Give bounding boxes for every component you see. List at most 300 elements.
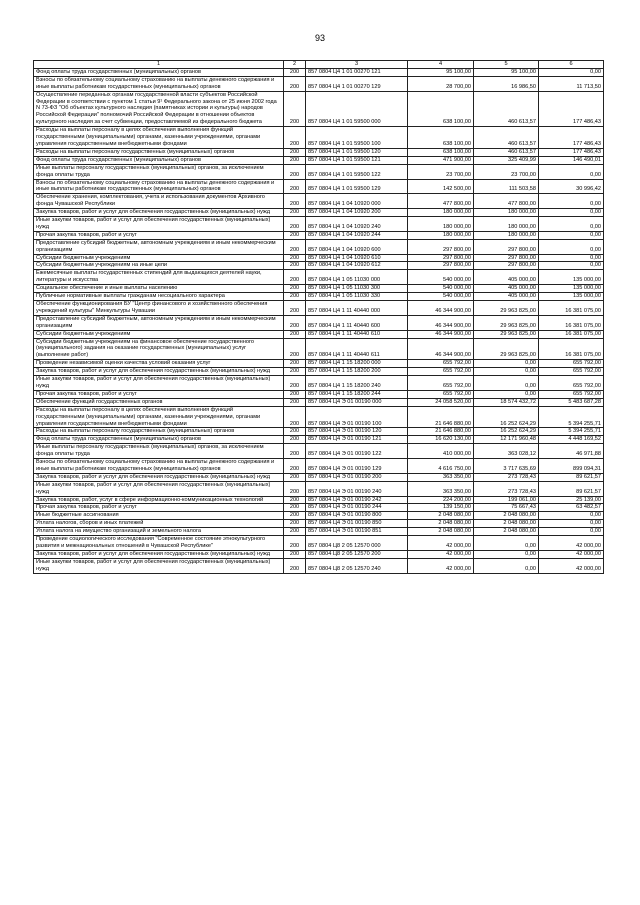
row-classification-code-cell: 857 0804 Ц4 1 11 40440 611 <box>306 338 408 360</box>
row-line-code-cell: 200 <box>284 209 306 217</box>
row-unexecuted-amount-cell: 0,00 <box>539 68 604 76</box>
table-row <box>34 262 604 270</box>
row-name-cell: Закупка товаров, работ и услуг для обеспечения государственных (муниципальных) нужд <box>34 368 284 376</box>
row-line-code-cell: 200 <box>284 368 306 376</box>
row-unexecuted-amount-cell: 655 792,00 <box>539 360 604 368</box>
row-line-code-cell: 200 <box>284 293 306 301</box>
row-classification-code-cell: 857 0804 Ц4 1 01 00270 121 <box>306 68 408 76</box>
row-unexecuted-amount-cell: 25 139,00 <box>539 496 604 504</box>
row-approved-amount-cell: 638 100,00 <box>408 91 474 127</box>
row-classification-code-cell: 857 0804 Ц4 1 04 10920 244 <box>306 231 408 239</box>
row-name-cell: Прочая закупка товаров, работ и услуг <box>34 504 284 512</box>
table-row <box>34 127 604 149</box>
row-line-code-cell: 200 <box>284 436 306 444</box>
row-unexecuted-amount-cell: 0,00 <box>539 520 604 528</box>
row-unexecuted-amount-cell: 5 483 687,28 <box>539 398 604 406</box>
row-executed-amount-cell: 297 800,00 <box>474 254 539 262</box>
row-approved-amount-cell: 42 000,00 <box>408 550 474 558</box>
table-row <box>34 398 604 406</box>
column-header: 1 <box>34 61 284 69</box>
row-classification-code-cell: 857 0804 Ц4 1 01 00270 129 <box>306 76 408 91</box>
row-unexecuted-amount-cell: 5 394 255,71 <box>539 406 604 428</box>
row-line-code-cell: 200 <box>284 528 306 536</box>
row-classification-code-cell: 857 0804 Ц4 1 04 10920 240 <box>306 217 408 232</box>
table-row <box>34 512 604 520</box>
table-row <box>34 459 604 474</box>
row-unexecuted-amount-cell: 30 996,42 <box>539 179 604 194</box>
row-name-cell: Осуществление переданных органам государственной власти субъектов Российской Федерации в соответствии с пунктом 1 статьи 9¹ Федерального закона от 25 июня 2002 года N 73-ФЗ "Об объектах культурного наследия (памятниках истории и культуры) народов Российской Федерации" полномочий Российской Федерации в отношении объектов культурного наследия за счет субвенции, предоставляемой из федерального бюджета <box>34 91 284 127</box>
row-executed-amount-cell: 460 613,57 <box>474 91 539 127</box>
table-row <box>34 338 604 360</box>
row-name-cell: Обеспечение функций государственных органов <box>34 398 284 406</box>
row-name-cell: Закупка товаров, работ и услуг для обеспечения государственных (муниципальных) нужд <box>34 473 284 481</box>
row-line-code-cell: 200 <box>284 270 306 285</box>
row-approved-amount-cell: 95 100,00 <box>408 68 474 76</box>
row-classification-code-cell: 857 0804 Ц4 1 11 40440 000 <box>306 301 408 316</box>
row-executed-amount-cell: 0,00 <box>474 536 539 551</box>
row-line-code-cell: 200 <box>284 376 306 391</box>
row-unexecuted-amount-cell: 16 381 075,00 <box>539 338 604 360</box>
row-classification-code-cell: 857 0804 Ц4 1 01 59500 129 <box>306 179 408 194</box>
row-executed-amount-cell: 460 613,57 <box>474 148 539 156</box>
row-approved-amount-cell: 46 344 900,00 <box>408 301 474 316</box>
table-row <box>34 390 604 398</box>
table-row <box>34 217 604 232</box>
row-name-cell: Фонд оплаты труда государственных (муниципальных) органов <box>34 156 284 164</box>
column-header: 2 <box>284 61 306 69</box>
row-line-code-cell: 200 <box>284 390 306 398</box>
budget-execution-table <box>33 60 604 574</box>
row-classification-code-cell: 857 0804 Ц4 Э 01 00190 122 <box>306 444 408 459</box>
row-classification-code-cell: 857 0804 Ц4 1 15 18200 000 <box>306 360 408 368</box>
table-row <box>34 148 604 156</box>
row-unexecuted-amount-cell: 11 713,50 <box>539 76 604 91</box>
row-executed-amount-cell: 180 000,00 <box>474 217 539 232</box>
table-row <box>34 68 604 76</box>
row-unexecuted-amount-cell: 0,00 <box>539 528 604 536</box>
row-executed-amount-cell: 29 963 825,00 <box>474 330 539 338</box>
table-row <box>34 231 604 239</box>
column-header: 6 <box>539 61 604 69</box>
row-classification-code-cell: 857 0804 Ц4 Э 01 00190 000 <box>306 398 408 406</box>
row-classification-code-cell: 857 0804 Ц8 2 05 12570 240 <box>306 558 408 573</box>
table-row <box>34 528 604 536</box>
row-approved-amount-cell: 21 646 880,00 <box>408 428 474 436</box>
row-approved-amount-cell: 655 792,00 <box>408 360 474 368</box>
row-executed-amount-cell: 460 613,57 <box>474 127 539 149</box>
column-header: 4 <box>408 61 474 69</box>
row-approved-amount-cell: 180 000,00 <box>408 209 474 217</box>
row-name-cell: Взносы по обязательному социальному страхованию на выплаты денежного содержания и иные выплаты работникам государственных (муниципальных) органов <box>34 179 284 194</box>
row-approved-amount-cell: 46 344 900,00 <box>408 315 474 330</box>
row-executed-amount-cell: 16 252 624,29 <box>474 428 539 436</box>
row-name-cell: Иные выплаты персоналу государственных (муниципальных) органов, за исключением фонда оплаты труда <box>34 444 284 459</box>
row-classification-code-cell: 857 0804 Ц4 1 04 10920 200 <box>306 209 408 217</box>
row-classification-code-cell: 857 0804 Ц4 1 04 10920 612 <box>306 262 408 270</box>
row-line-code-cell: 200 <box>284 156 306 164</box>
table-row <box>34 428 604 436</box>
table-row <box>34 496 604 504</box>
row-approved-amount-cell: 2 048 080,00 <box>408 512 474 520</box>
row-line-code-cell: 200 <box>284 315 306 330</box>
row-name-cell: Проведение социологического исследования "Современное состояние этнокультурного развития и межнациональных отношений в Чувашской Республике" <box>34 536 284 551</box>
page-number: 93 <box>314 33 325 43</box>
table-row <box>34 504 604 512</box>
row-executed-amount-cell: 111 503,58 <box>474 179 539 194</box>
row-line-code-cell: 200 <box>284 330 306 338</box>
row-approved-amount-cell: 23 700,00 <box>408 164 474 179</box>
row-approved-amount-cell: 655 792,00 <box>408 376 474 391</box>
column-number-row <box>34 61 604 69</box>
row-name-cell: Иные выплаты персоналу государственных (муниципальных) органов, за исключением фонда оплаты труда <box>34 164 284 179</box>
row-line-code-cell: 200 <box>284 360 306 368</box>
row-unexecuted-amount-cell: 0,00 <box>539 239 604 254</box>
row-name-cell: Иные закупки товаров, работ и услуг для обеспечения государственных (муниципальных) нужд <box>34 558 284 573</box>
row-line-code-cell: 200 <box>284 558 306 573</box>
row-line-code-cell: 200 <box>284 76 306 91</box>
row-unexecuted-amount-cell: 135 000,00 <box>539 293 604 301</box>
table-row <box>34 368 604 376</box>
row-executed-amount-cell: 3 717 635,69 <box>474 459 539 474</box>
row-name-cell: Взносы по обязательному социальному страхованию на выплаты денежного содержания и иные выплаты работникам государственных (муниципальных) органов <box>34 76 284 91</box>
table-row <box>34 209 604 217</box>
row-approved-amount-cell: 297 800,00 <box>408 254 474 262</box>
table-row <box>34 254 604 262</box>
row-approved-amount-cell: 46 344 900,00 <box>408 330 474 338</box>
row-name-cell: Обеспечение функционирования БУ "Центр финансового и хозяйственного обеспечения учреждений культуры" Минкультуры Чувашии <box>34 301 284 316</box>
row-classification-code-cell: 857 0804 Ц4 1 01 59500 121 <box>306 156 408 164</box>
row-approved-amount-cell: 46 344 900,00 <box>408 338 474 360</box>
table-row <box>34 330 604 338</box>
row-unexecuted-amount-cell: 0,00 <box>539 164 604 179</box>
table-row <box>34 285 604 293</box>
table-row <box>34 436 604 444</box>
table-row <box>34 164 604 179</box>
row-unexecuted-amount-cell: 655 792,00 <box>539 390 604 398</box>
row-name-cell: Расходы на выплаты персоналу государственных (муниципальных) органов <box>34 148 284 156</box>
row-name-cell: Предоставление субсидий бюджетным, автономным учреждениям и иным некоммерческим организациям <box>34 315 284 330</box>
row-classification-code-cell: 857 0804 Ц4 1 01 59500 000 <box>306 91 408 127</box>
table-row <box>34 558 604 573</box>
row-approved-amount-cell: 540 000,00 <box>408 285 474 293</box>
row-classification-code-cell: 857 0804 Ц8 2 05 12570 200 <box>306 550 408 558</box>
row-executed-amount-cell: 18 574 432,72 <box>474 398 539 406</box>
row-classification-code-cell: 857 0804 Ц4 Э 01 00190 129 <box>306 459 408 474</box>
row-unexecuted-amount-cell: 5 394 255,71 <box>539 428 604 436</box>
table-row <box>34 270 604 285</box>
row-classification-code-cell: 857 0804 Ц4 Э 01 00190 851 <box>306 528 408 536</box>
row-classification-code-cell: 857 0804 Ц4 1 05 11030 300 <box>306 285 408 293</box>
table-row <box>34 239 604 254</box>
row-classification-code-cell: 857 0804 Ц4 Э 01 00190 800 <box>306 512 408 520</box>
row-executed-amount-cell: 0,00 <box>474 550 539 558</box>
row-approved-amount-cell: 21 646 880,00 <box>408 406 474 428</box>
row-name-cell: Прочая закупка товаров, работ и услуг <box>34 231 284 239</box>
row-name-cell: Расходы на выплаты персоналу в целях обеспечения выполнения функций государственными (муниципальными) органами, казенными учреждениями, органами управления государственными внебюджетными фондами <box>34 127 284 149</box>
row-approved-amount-cell: 297 800,00 <box>408 262 474 270</box>
row-unexecuted-amount-cell: 135 000,00 <box>539 270 604 285</box>
table-row <box>34 293 604 301</box>
row-executed-amount-cell: 0,00 <box>474 376 539 391</box>
table-row <box>34 360 604 368</box>
row-approved-amount-cell: 42 000,00 <box>408 558 474 573</box>
row-unexecuted-amount-cell: 0,00 <box>539 194 604 209</box>
row-name-cell: Расходы на выплаты персоналу государственных (муниципальных) органов <box>34 428 284 436</box>
row-approved-amount-cell: 139 150,00 <box>408 504 474 512</box>
row-executed-amount-cell: 2 048 080,00 <box>474 528 539 536</box>
row-name-cell: Иные бюджетные ассигнования <box>34 512 284 520</box>
row-executed-amount-cell: 477 800,00 <box>474 194 539 209</box>
row-executed-amount-cell: 2 048 080,00 <box>474 520 539 528</box>
row-unexecuted-amount-cell: 0,00 <box>539 209 604 217</box>
row-executed-amount-cell: 29 963 825,00 <box>474 338 539 360</box>
row-executed-amount-cell: 363 028,12 <box>474 444 539 459</box>
row-executed-amount-cell: 0,00 <box>474 558 539 573</box>
row-classification-code-cell: 857 0804 Ц4 Э 01 00190 850 <box>306 520 408 528</box>
table-row <box>34 406 604 428</box>
row-unexecuted-amount-cell: 0,00 <box>539 231 604 239</box>
row-line-code-cell: 200 <box>284 68 306 76</box>
row-name-cell: Фонд оплаты труда государственных (муниципальных) органов <box>34 436 284 444</box>
row-classification-code-cell: 857 0804 Ц4 Э 01 00190 242 <box>306 496 408 504</box>
table-row <box>34 550 604 558</box>
row-line-code-cell: 200 <box>284 231 306 239</box>
row-unexecuted-amount-cell: 42 000,00 <box>539 550 604 558</box>
row-unexecuted-amount-cell: 0,00 <box>539 512 604 520</box>
row-unexecuted-amount-cell: 16 381 075,00 <box>539 330 604 338</box>
table-row <box>34 301 604 316</box>
row-name-cell: Прочая закупка товаров, работ и услуг <box>34 390 284 398</box>
row-executed-amount-cell: 16 986,50 <box>474 76 539 91</box>
row-line-code-cell: 200 <box>284 459 306 474</box>
row-line-code-cell: 200 <box>284 406 306 428</box>
row-line-code-cell: 200 <box>284 127 306 149</box>
row-unexecuted-amount-cell: 16 381 075,00 <box>539 301 604 316</box>
table-row <box>34 179 604 194</box>
row-line-code-cell: 200 <box>284 338 306 360</box>
row-line-code-cell: 200 <box>284 444 306 459</box>
row-classification-code-cell: 857 0804 Ц8 2 05 12570 000 <box>306 536 408 551</box>
row-line-code-cell: 200 <box>284 398 306 406</box>
row-unexecuted-amount-cell: 177 486,43 <box>539 127 604 149</box>
row-executed-amount-cell: 273 728,43 <box>474 473 539 481</box>
table-row <box>34 520 604 528</box>
row-unexecuted-amount-cell: 655 792,00 <box>539 368 604 376</box>
table-row <box>34 444 604 459</box>
row-name-cell: Проведение независимой оценки качества условий оказания услуг <box>34 360 284 368</box>
row-executed-amount-cell: 29 963 825,00 <box>474 301 539 316</box>
table-row <box>34 76 604 91</box>
row-unexecuted-amount-cell: 46 971,88 <box>539 444 604 459</box>
row-classification-code-cell: 857 0804 Ц4 1 05 11030 000 <box>306 270 408 285</box>
row-name-cell: Уплата налога на имущество организаций и земельного налога <box>34 528 284 536</box>
row-unexecuted-amount-cell: 89 621,57 <box>539 481 604 496</box>
row-name-cell: Субсидии бюджетным учреждениям на иные цели <box>34 262 284 270</box>
row-unexecuted-amount-cell: 42 000,00 <box>539 536 604 551</box>
row-classification-code-cell: 857 0804 Ц4 Э 01 00190 100 <box>306 406 408 428</box>
row-executed-amount-cell: 199 061,00 <box>474 496 539 504</box>
row-executed-amount-cell: 0,00 <box>474 368 539 376</box>
row-approved-amount-cell: 655 792,00 <box>408 390 474 398</box>
table-row <box>34 194 604 209</box>
row-approved-amount-cell: 224 200,00 <box>408 496 474 504</box>
row-executed-amount-cell: 95 100,00 <box>474 68 539 76</box>
row-executed-amount-cell: 12 171 960,48 <box>474 436 539 444</box>
row-line-code-cell: 200 <box>284 164 306 179</box>
row-unexecuted-amount-cell: 177 486,43 <box>539 91 604 127</box>
row-classification-code-cell: 857 0804 Ц4 1 15 18200 244 <box>306 390 408 398</box>
row-classification-code-cell: 857 0804 Ц4 1 04 10920 600 <box>306 239 408 254</box>
row-line-code-cell: 200 <box>284 194 306 209</box>
row-name-cell: Закупка товаров, работ и услуг для обеспечения государственных (муниципальных) нужд <box>34 550 284 558</box>
row-classification-code-cell: 857 0804 Ц4 1 04 10920 000 <box>306 194 408 209</box>
row-name-cell: Закупка товаров, работ и услуг для обеспечения государственных (муниципальных) нужд <box>34 209 284 217</box>
row-classification-code-cell: 857 0804 Ц4 1 05 11030 330 <box>306 293 408 301</box>
row-approved-amount-cell: 477 800,00 <box>408 194 474 209</box>
row-approved-amount-cell: 471 900,00 <box>408 156 474 164</box>
row-classification-code-cell: 857 0804 Ц4 1 01 59500 122 <box>306 164 408 179</box>
row-line-code-cell: 200 <box>284 148 306 156</box>
column-header: 5 <box>474 61 539 69</box>
row-name-cell: Взносы по обязательному социальному страхованию на выплаты денежного содержания и иные выплаты работникам государственных (муниципальных) органов <box>34 459 284 474</box>
row-approved-amount-cell: 297 800,00 <box>408 239 474 254</box>
row-approved-amount-cell: 638 100,00 <box>408 148 474 156</box>
row-name-cell: Субсидии бюджетным учреждениям <box>34 254 284 262</box>
row-line-code-cell: 200 <box>284 285 306 293</box>
row-approved-amount-cell: 180 000,00 <box>408 217 474 232</box>
table-row <box>34 315 604 330</box>
row-name-cell: Субсидии бюджетным учреждениям <box>34 330 284 338</box>
row-line-code-cell: 200 <box>284 91 306 127</box>
table-row <box>34 376 604 391</box>
row-executed-amount-cell: 297 800,00 <box>474 262 539 270</box>
row-approved-amount-cell: 410 000,00 <box>408 444 474 459</box>
row-approved-amount-cell: 180 000,00 <box>408 231 474 239</box>
row-unexecuted-amount-cell: 655 792,00 <box>539 376 604 391</box>
row-unexecuted-amount-cell: 177 486,43 <box>539 148 604 156</box>
row-executed-amount-cell: 75 667,43 <box>474 504 539 512</box>
row-classification-code-cell: 857 0804 Ц4 Э 01 00190 240 <box>306 481 408 496</box>
table-row <box>34 91 604 127</box>
row-classification-code-cell: 857 0804 Ц4 1 01 59500 100 <box>306 127 408 149</box>
row-classification-code-cell: 857 0804 Ц4 1 15 18200 200 <box>306 368 408 376</box>
row-line-code-cell: 200 <box>284 254 306 262</box>
row-name-cell: Уплата налогов, сборов и иных платежей <box>34 520 284 528</box>
row-approved-amount-cell: 42 000,00 <box>408 536 474 551</box>
row-name-cell: Ежемесячные выплаты государственных стипендий для выдающихся деятелей науки, литературы и искусства <box>34 270 284 285</box>
row-approved-amount-cell: 363 350,00 <box>408 473 474 481</box>
row-unexecuted-amount-cell: 16 381 075,00 <box>539 315 604 330</box>
row-unexecuted-amount-cell: 0,00 <box>539 217 604 232</box>
row-unexecuted-amount-cell: 146 490,01 <box>539 156 604 164</box>
row-executed-amount-cell: 0,00 <box>474 360 539 368</box>
row-classification-code-cell: 857 0804 Ц4 1 01 59500 120 <box>306 148 408 156</box>
row-unexecuted-amount-cell: 135 000,00 <box>539 285 604 293</box>
row-executed-amount-cell: 405 000,00 <box>474 293 539 301</box>
row-approved-amount-cell: 655 792,00 <box>408 368 474 376</box>
row-approved-amount-cell: 24 058 520,00 <box>408 398 474 406</box>
row-classification-code-cell: 857 0804 Ц4 1 11 40440 600 <box>306 315 408 330</box>
row-executed-amount-cell: 405 000,00 <box>474 285 539 293</box>
table-row <box>34 536 604 551</box>
row-executed-amount-cell: 0,00 <box>474 390 539 398</box>
row-approved-amount-cell: 2 048 080,00 <box>408 528 474 536</box>
row-name-cell: Публичные нормативные выплаты гражданам несоциального характера <box>34 293 284 301</box>
row-approved-amount-cell: 638 100,00 <box>408 127 474 149</box>
row-executed-amount-cell: 273 728,43 <box>474 481 539 496</box>
row-classification-code-cell: 857 0804 Ц4 1 11 40440 610 <box>306 330 408 338</box>
row-classification-code-cell: 857 0804 Ц4 1 04 10920 610 <box>306 254 408 262</box>
row-executed-amount-cell: 23 700,00 <box>474 164 539 179</box>
row-line-code-cell: 200 <box>284 481 306 496</box>
row-unexecuted-amount-cell: 899 094,31 <box>539 459 604 474</box>
row-approved-amount-cell: 363 350,00 <box>408 481 474 496</box>
row-name-cell: Субсидии бюджетным учреждениям на финансовое обеспечение государственного (муниципального) задания на оказание государственных (муниципальных) услуг (выполнение работ) <box>34 338 284 360</box>
row-line-code-cell: 200 <box>284 179 306 194</box>
table-row <box>34 473 604 481</box>
row-classification-code-cell: 857 0804 Ц4 Э 01 00190 244 <box>306 504 408 512</box>
table-row <box>34 156 604 164</box>
row-approved-amount-cell: 540 000,00 <box>408 270 474 285</box>
row-line-code-cell: 200 <box>284 239 306 254</box>
row-executed-amount-cell: 180 000,00 <box>474 231 539 239</box>
row-executed-amount-cell: 297 800,00 <box>474 239 539 254</box>
row-approved-amount-cell: 16 620 130,00 <box>408 436 474 444</box>
row-line-code-cell: 200 <box>284 520 306 528</box>
row-approved-amount-cell: 2 048 080,00 <box>408 520 474 528</box>
row-line-code-cell: 200 <box>284 496 306 504</box>
row-unexecuted-amount-cell: 89 621,57 <box>539 473 604 481</box>
row-executed-amount-cell: 29 963 825,00 <box>474 315 539 330</box>
row-line-code-cell: 200 <box>284 504 306 512</box>
row-name-cell: Обеспечение хранения, комплектования, учета и использования документов Архивного фонда Чувашской Республики <box>34 194 284 209</box>
row-line-code-cell: 200 <box>284 512 306 520</box>
row-line-code-cell: 200 <box>284 473 306 481</box>
row-executed-amount-cell: 16 252 624,29 <box>474 406 539 428</box>
row-name-cell: Иные закупки товаров, работ и услуг для обеспечения государственных (муниципальных) нужд <box>34 217 284 232</box>
row-name-cell: Иные закупки товаров, работ и услуг для обеспечения государственных (муниципальных) нужд <box>34 481 284 496</box>
row-approved-amount-cell: 28 700,00 <box>408 76 474 91</box>
column-header: 3 <box>306 61 408 69</box>
row-name-cell: Закупка товаров, работ, услуг в сфере информационно-коммуникационных технологий <box>34 496 284 504</box>
row-unexecuted-amount-cell: 0,00 <box>539 254 604 262</box>
row-classification-code-cell: 857 0804 Ц4 Э 01 00190 121 <box>306 436 408 444</box>
row-line-code-cell: 200 <box>284 262 306 270</box>
row-line-code-cell: 200 <box>284 536 306 551</box>
row-classification-code-cell: 857 0804 Ц4 1 15 18200 240 <box>306 376 408 391</box>
row-name-cell: Расходы на выплаты персоналу в целях обеспечения выполнения функций государственными (муниципальными) органами, казенными учреждениями, органами управления государственными внебюджетными фондами <box>34 406 284 428</box>
row-executed-amount-cell: 180 000,00 <box>474 209 539 217</box>
row-executed-amount-cell: 2 048 080,00 <box>474 512 539 520</box>
row-name-cell: Социальное обеспечение и иные выплаты населению <box>34 285 284 293</box>
row-executed-amount-cell: 325 409,99 <box>474 156 539 164</box>
row-approved-amount-cell: 142 500,00 <box>408 179 474 194</box>
row-line-code-cell: 200 <box>284 428 306 436</box>
row-approved-amount-cell: 540 000,00 <box>408 293 474 301</box>
row-classification-code-cell: 857 0804 Ц4 Э 01 00190 200 <box>306 473 408 481</box>
row-classification-code-cell: 857 0804 Ц4 Э 01 00190 120 <box>306 428 408 436</box>
table-row <box>34 481 604 496</box>
row-line-code-cell: 200 <box>284 217 306 232</box>
row-unexecuted-amount-cell: 63 482,57 <box>539 504 604 512</box>
row-line-code-cell: 200 <box>284 550 306 558</box>
row-unexecuted-amount-cell: 0,00 <box>539 262 604 270</box>
row-approved-amount-cell: 4 616 750,00 <box>408 459 474 474</box>
row-executed-amount-cell: 405 000,00 <box>474 270 539 285</box>
row-name-cell: Фонд оплаты труда государственных (муниципальных) органов <box>34 68 284 76</box>
row-unexecuted-amount-cell: 42 000,00 <box>539 558 604 573</box>
row-unexecuted-amount-cell: 4 448 169,52 <box>539 436 604 444</box>
